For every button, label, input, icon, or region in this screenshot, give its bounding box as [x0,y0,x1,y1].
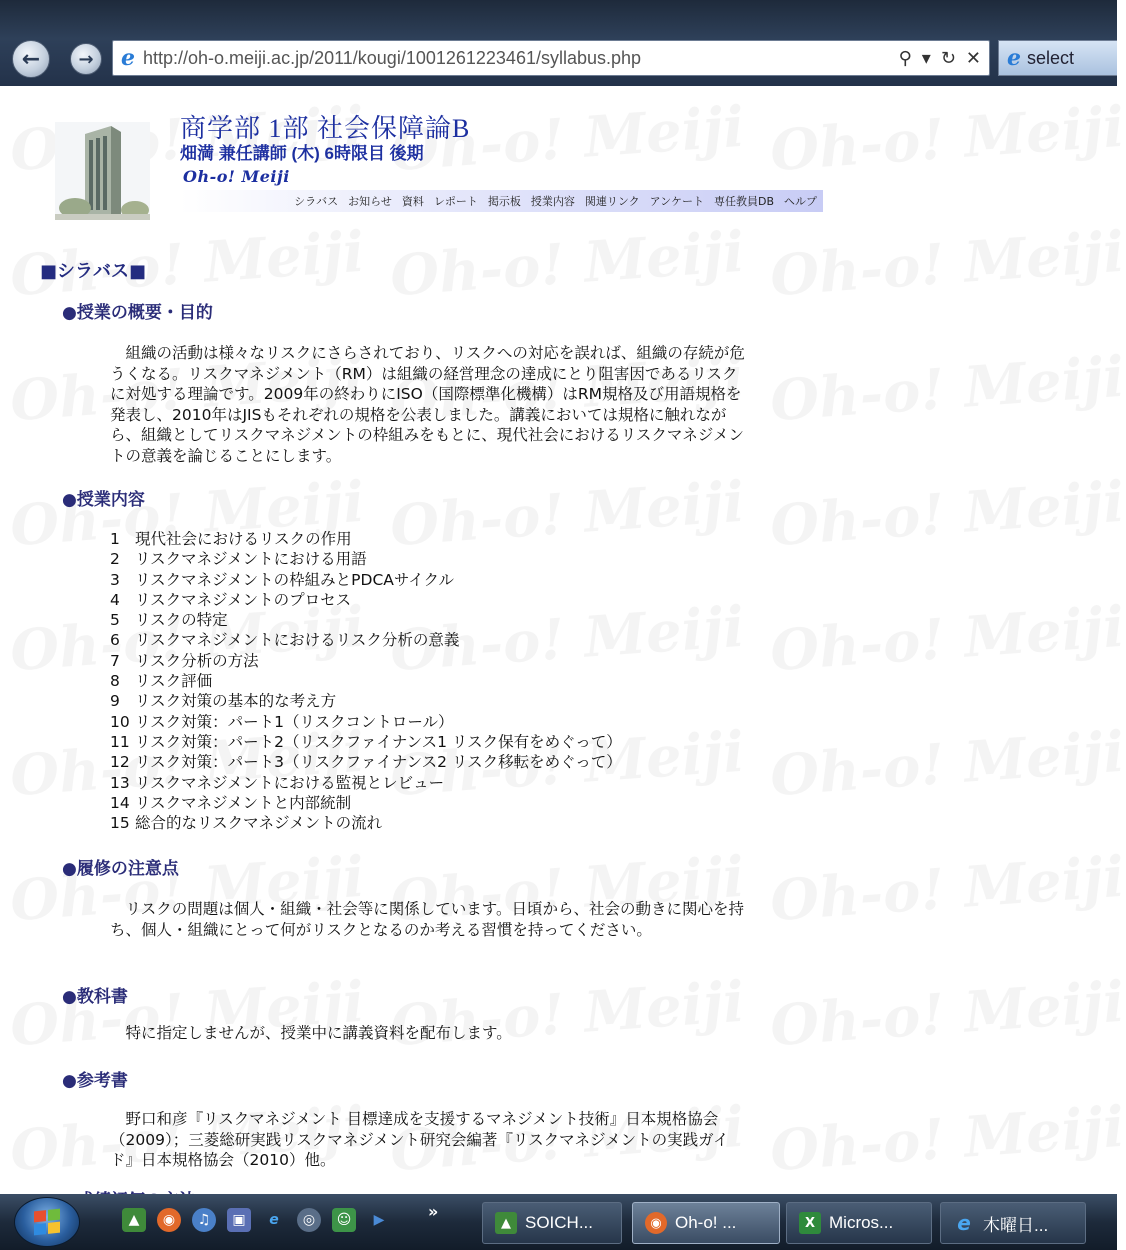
address-tools [899,48,989,69]
firefox-quick-icon[interactable]: ◉ [157,1208,181,1232]
watermark-logo [768,969,1126,1060]
browser-toolbar [0,0,1117,86]
lesson-number: 14 [110,793,130,812]
nav-item[interactable]: 専任教員DB [713,195,774,208]
watermark-logo [768,719,1126,810]
brand-logo[interactable]: Oh-o! Meiji [183,167,290,186]
taskbar [0,1194,1117,1250]
references-text: 野口和彦『リスクマネジメント 目標達成を支援するマネジメント技術』日本規格協会（2009）；三菱総研実践リスクマネジメント研究会編著『リスクマネジメントの実践ガイド』日本規格協会（2010）他。 [110,1110,729,1169]
lesson-title: リスクマネジメントにおけるリスク分析の意義 [134,631,460,650]
stop-icon[interactable]: ✕ [965,47,981,69]
lesson-number: 13 [110,773,130,792]
textbook-text: 特に指定しませんが、授業中に講義資料を配布します。 [125,1024,512,1042]
overview-text: 組織の活動は様々なリスクにさらされており、リスクへの対応を誤れば、組織の存続が危うくなる。リスクマネジメント（RM）は組織の経営理念の達成にとり阻害因であるリスクに対処する理論です。2009年の終わりにISO（国際標準化機構）はRM規格及び用語規格を発表し、2010年はJISもそれぞれの規格を公表しました。講義においては規格に触れながら、組織としてリスクマネジメントの枠組みをもとに、現代社会におけるリスクマネジメントの意義を論じることにします。 [110,344,745,465]
lesson-number: 5 [110,611,120,630]
lesson-item [110,712,622,732]
lesson-item [110,651,622,671]
ie-quick-icon[interactable]: e [269,1212,279,1228]
nav-item[interactable]: 資料 [401,195,424,208]
back-button[interactable] [12,40,50,78]
lesson-title: 総合的なリスクマネジメントの流れ [134,814,383,833]
watermark-logo [768,469,1126,560]
watermark-logo [388,219,746,310]
nav-item[interactable]: シラバス [294,195,339,208]
lesson-title: リスク対策：パート1（リスクコントロール） [134,712,454,731]
forward-button[interactable] [70,43,102,75]
watermark-logo [768,344,1126,435]
play-icon[interactable]: ▶ [373,1212,385,1228]
lesson-item [110,529,622,549]
lesson-number: 15 [110,814,130,833]
watermark-logo [768,594,1126,685]
monitor-icon[interactable]: ▣ [227,1208,251,1232]
lesson-number: 2 [110,550,120,569]
task-ie[interactable] [940,1202,1086,1244]
lesson-title: リスクマネジメントの枠組みとPDCAサイクル [134,570,455,589]
app-green-icon[interactable]: ▲ [122,1208,146,1232]
notes-heading: ●履修の注意点 [62,859,179,879]
lesson-number: 8 [110,672,120,691]
browser-tab-select[interactable] [998,40,1117,76]
lesson-number: 3 [110,570,120,589]
lesson-item [110,549,622,569]
app-icon[interactable]: ☺ [332,1208,356,1232]
page-title: 商学部 1部 社会保障論B [180,114,471,143]
lesson-item [110,773,622,793]
task-powerpoint[interactable] [482,1202,622,1244]
watermark-logo [768,94,1126,185]
lesson-title: リスク対策：パート3（リスクファイナンス2 リスク移転をめぐって） [134,753,622,772]
ie-icon: e [957,1211,971,1235]
more-chevron-icon[interactable]: » [428,1202,439,1221]
task-excel[interactable] [786,1202,932,1244]
lesson-title: リスク評価 [134,672,213,691]
lesson-number: 1 [110,530,120,548]
lesson-number: 4 [110,590,120,609]
task-label: 木曜日... [983,1215,1049,1235]
ie-page-icon: e [121,45,135,71]
address-bar[interactable] [112,40,990,76]
watermark-logo [768,219,1126,310]
lesson-number: 7 [110,651,120,670]
lesson-item [110,793,622,813]
nav-item[interactable]: ヘルプ [784,195,817,208]
lesson-item [110,732,622,752]
lesson-title: 現代社会におけるリスクの作用 [134,530,352,548]
web-page [0,86,1117,1194]
lesson-item [110,752,622,772]
lesson-number: 11 [110,732,130,751]
search-icon[interactable]: ⚲ [898,47,912,69]
lesson-title: リスク分析の方法 [134,651,259,670]
content-heading: ●授業内容 [62,490,145,510]
dropdown-icon[interactable]: ▾ [921,47,931,69]
lesson-title: リスクマネジメントにおける用語 [134,550,367,569]
task-label: SOICH... [525,1213,594,1232]
watermark-logo [768,844,1126,935]
tab-label: select [1027,47,1075,68]
lesson-number: 12 [110,753,130,772]
task-firefox[interactable] [632,1202,780,1244]
references-heading: ●参考書 [62,1071,128,1091]
nav-item[interactable]: 関連リンク [584,195,640,208]
notes-text: リスクの問題は個人・組織・社会等に関係しています。日頃から、社会の動きに関心を持ち、個人・組織にとって何がリスクとなるのか考える習慣を持ってください。 [110,900,744,939]
nav-item[interactable]: 授業内容 [530,195,575,208]
nav-item[interactable]: お知らせ [348,195,392,208]
course-subtitle: 畑満 兼任講師 (木) 6時限目 後期 [180,144,424,163]
nav-item[interactable]: レポート [433,195,478,208]
task-label: Oh-o! ... [675,1213,737,1232]
lesson-title: リスク対策の基本的な考え方 [134,692,337,711]
watermark-logo [388,969,746,1060]
forward-arrow-icon: → [78,48,94,70]
site-nav-bar [180,190,823,212]
lesson-title: リスクの特定 [134,611,228,630]
syllabus-heading: ■シラバス■ [40,261,147,282]
ie-tab-icon: e [1007,45,1021,71]
windows-logo-icon [34,1209,60,1236]
nav-item[interactable]: 掲示板 [487,195,521,208]
excel-icon: X [799,1212,821,1234]
task-label: Micros... [829,1213,894,1232]
lesson-item [110,691,622,711]
lesson-title: リスクマネジメントにおける監視とレビュー [134,773,445,792]
lesson-item [110,671,622,691]
nav-item[interactable]: アンケート [649,195,704,208]
lesson-item [110,570,622,590]
building-logo-image [55,122,150,220]
start-button[interactable] [14,1197,80,1247]
lesson-title: リスクマネジメントのプロセス [134,590,352,609]
refresh-icon[interactable]: ↻ [940,47,956,69]
url-text[interactable]: http://oh-o.meiji.ac.jp/2011/kougi/1001261223461/syllabus.php [143,47,642,68]
lesson-list [110,529,622,833]
powerpoint-icon: ▲ [495,1212,517,1234]
lesson-item [110,630,622,650]
overview-heading: ●授業の概要・目的 [62,303,213,323]
lesson-number: 9 [110,692,120,711]
textbook-heading: ●教科書 [62,987,128,1007]
lesson-title: リスクマネジメントと内部統制 [134,793,352,812]
disc-icon[interactable]: ◎ [297,1208,321,1232]
watermark-logo [768,1094,1126,1185]
lesson-item [110,590,622,610]
lesson-title: リスク対策：パート2（リスクファイナンス1 リスク保有をめぐって） [134,732,622,751]
lesson-number: 6 [110,631,120,650]
lesson-item [110,813,622,833]
quick-launch [122,1208,391,1232]
back-arrow-icon: ← [21,46,41,72]
firefox-icon: ◉ [645,1212,667,1234]
lesson-item [110,610,622,630]
media-player-icon[interactable]: ♫ [192,1208,216,1232]
lesson-number: 10 [110,712,130,731]
